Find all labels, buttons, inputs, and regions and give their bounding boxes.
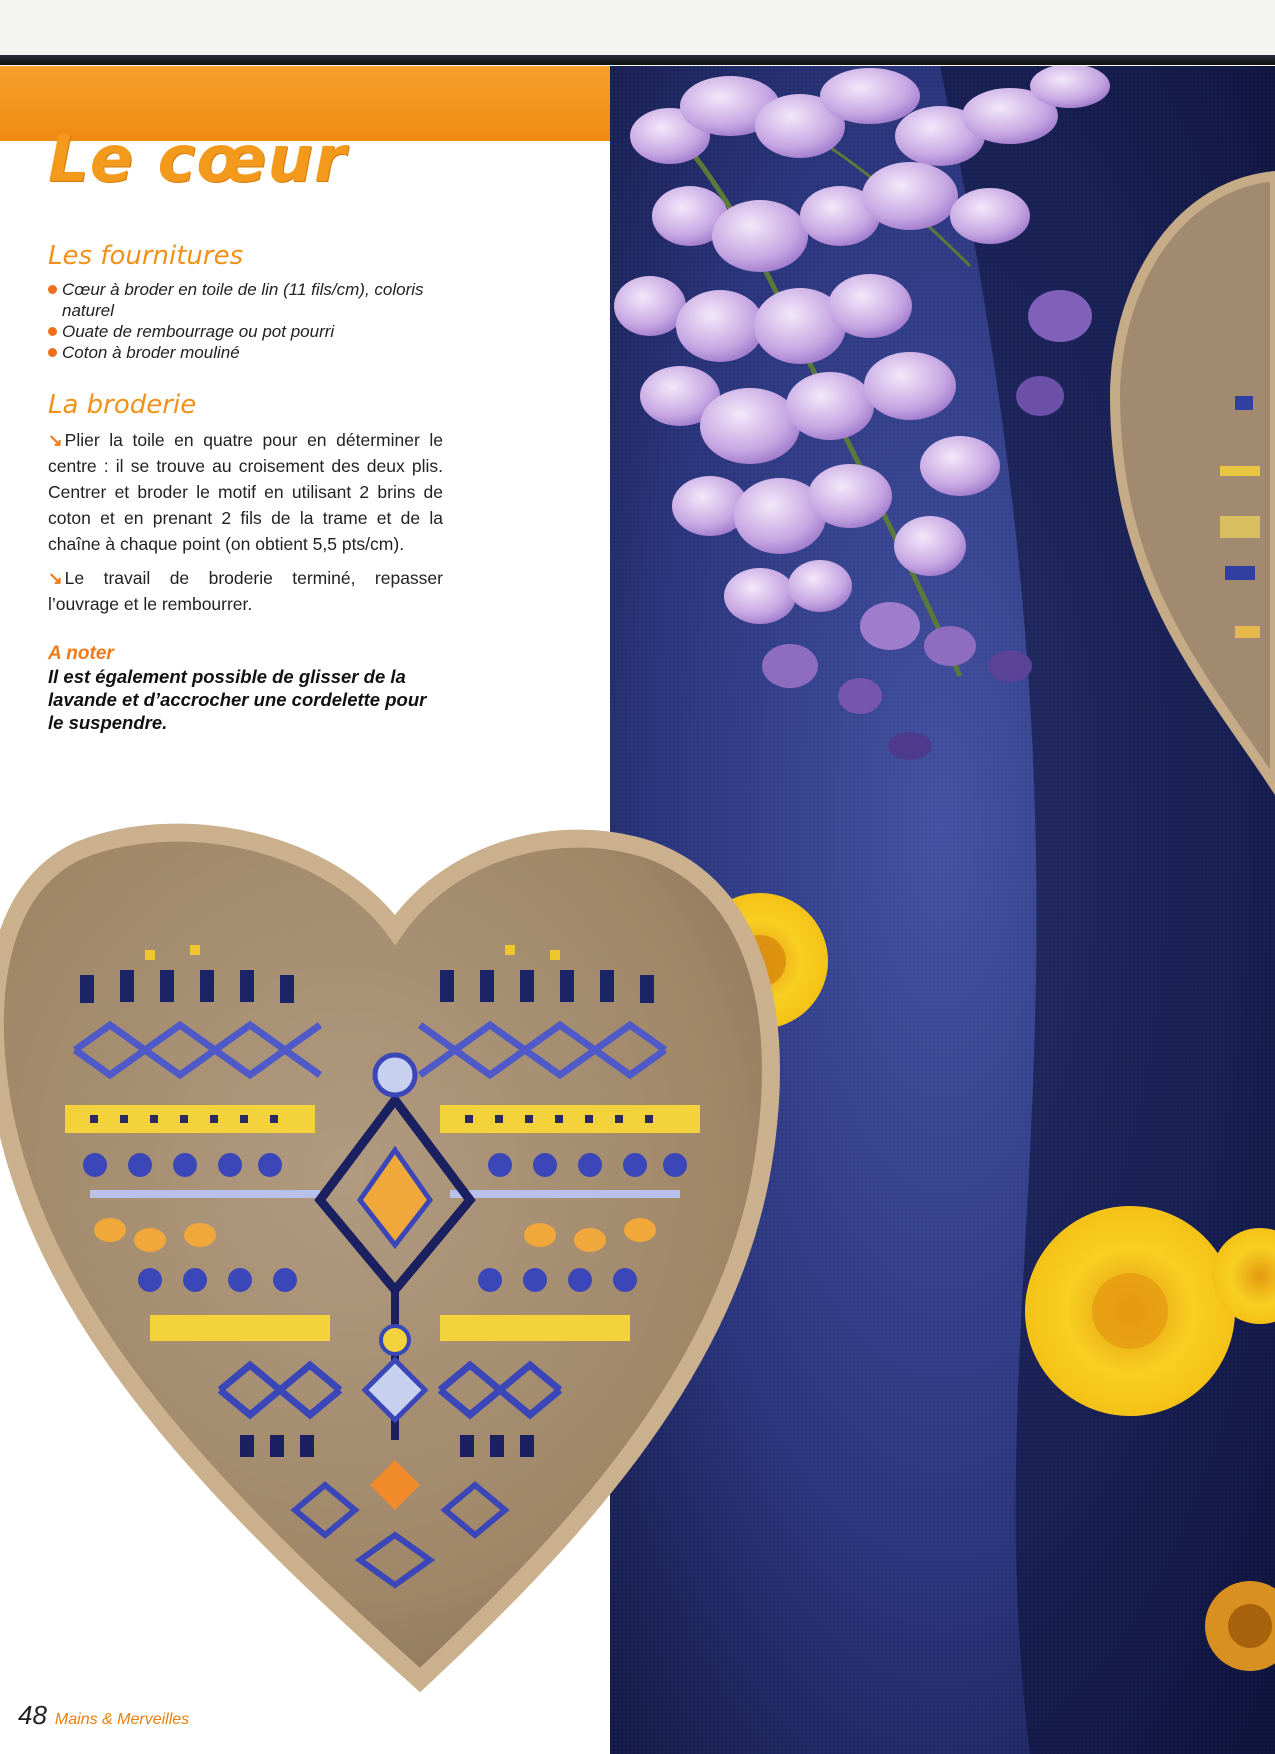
magazine-name: Mains & Merveilles [54,1711,190,1728]
arrow-icon: ↘ [48,568,63,589]
article-body [48,242,443,734]
page-footer [18,1700,189,1731]
list-item: Cœur à broder en toile de lin (11 fils/cm), coloris naturel [48,279,443,321]
page-number: 48 [18,1700,47,1730]
supplies-list [48,279,443,363]
note-heading: A noter [48,643,114,665]
page-top-margin [0,0,1275,55]
note-text: Il est également possible de glisser de la lavande et d’accrocher une cordelette pour le suspendre. [48,666,427,734]
list-item: Ouate de rembourrage ou pot pourri [48,321,443,342]
bullet-icon [48,327,57,336]
arrow-icon: ↘ [48,430,63,451]
embroidery-heading: La broderie [48,389,197,420]
top-rule [0,55,1275,65]
instruction-paragraph: ↘ Le travail de broderie terminé, repasser l’ouvrage et le rembourrer. [48,568,443,615]
instruction-paragraph: ↘ Plier la toile en quatre pour en déterminer le centre : il se trouve au croisement des deux plis. Centrer et broder le motif en utilisant 2 brins de coton et en prenant 2 fils de la trame et de la chaîne à chaque point (on obtient 5,5 pts/cm). [48,430,443,555]
bullet-icon [48,285,57,294]
embroidered-heart-photo [0,820,790,1700]
list-item: Coton à broder mouliné [48,342,443,363]
page-title: Le cœur [48,123,347,197]
supplies-heading: Les fournitures [48,241,244,271]
bullet-icon [48,348,57,357]
